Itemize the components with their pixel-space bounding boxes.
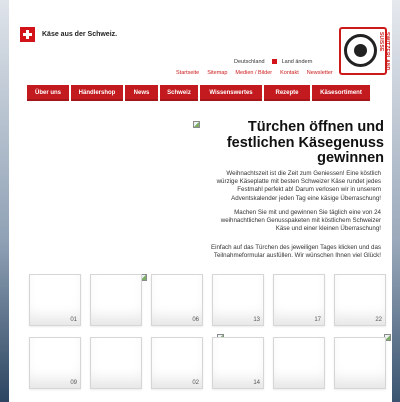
window-edge-left: [0, 0, 9, 402]
main-nav: [27, 85, 387, 101]
calendar-door[interactable]: [212, 274, 264, 326]
change-country-link[interactable]: Land ändern: [281, 59, 313, 65]
door-number: 14: [253, 380, 260, 386]
badge-text: SWITZERLAND SUISSE: [378, 32, 390, 71]
window-edge-right: [392, 0, 400, 402]
calendar-door[interactable]: [29, 274, 81, 326]
page: [9, 0, 392, 402]
calendar-door[interactable]: [273, 337, 325, 389]
image-placeholder-icon: [193, 121, 200, 128]
nav-item-rezepte[interactable]: Rezepte: [264, 85, 310, 101]
tagline: Käse aus der Schweiz.: [42, 31, 118, 38]
calendar-door[interactable]: [334, 274, 386, 326]
service-link-sitemap[interactable]: Sitemap: [207, 70, 228, 76]
door-number: 22: [375, 317, 382, 323]
instructions-paragraph: Machen Sie mit und gewinnen Sie täglich eine von 24 weihnachtlichen Genusspaketen mit köstlichem Schweizer Käse und einer kleinen Überraschung!: [220, 209, 381, 233]
door-number: 13: [253, 317, 260, 323]
closing-paragraph: Einfach auf das Türchen des jeweiligen Tages klicken und das Teilnahmeformular ausfüllen. Wir wünschen Ihnen viel Glück!: [210, 244, 381, 260]
badge-emblem-icon: [344, 34, 377, 67]
nav-item-haendlershop[interactable]: Händlershop: [71, 85, 123, 101]
nav-item-wissenswertes[interactable]: Wissenswertes: [200, 85, 262, 101]
door-number: 17: [314, 317, 321, 323]
door-number: 09: [70, 380, 77, 386]
intro-paragraph: Weihnachtszeit ist die Zeit zum Geniessen! Eine köstlich würzige Käseplatte mit besten Schweizer Käse rundet jedes Festmahl perfekt ab! Darum verlosen wir in unserem Adventskalender jeden Tag eine käsige Überraschung!: [216, 170, 381, 202]
calendar-door[interactable]: [90, 274, 142, 326]
calendar-door[interactable]: [151, 274, 203, 326]
service-link-startseite[interactable]: Startseite: [176, 70, 200, 76]
brand[interactable]: [20, 27, 117, 42]
nav-item-schweiz[interactable]: Schweiz: [160, 85, 198, 101]
swiss-flag-icon: [20, 27, 35, 42]
service-link-kontakt[interactable]: Kontakt: [280, 70, 299, 76]
door-number: 02: [192, 380, 199, 386]
calendar-door[interactable]: [151, 337, 203, 389]
service-link-newsletter[interactable]: Newsletter: [306, 70, 333, 76]
calendar-door[interactable]: [212, 337, 264, 389]
nav-item-kaesesortiment[interactable]: Käsesortiment: [312, 85, 370, 101]
language-selector: [234, 59, 312, 65]
door-number: 01: [70, 317, 77, 323]
page-headline: Türchen öffnen und festlichen Käsegenuss gewinnen: [226, 119, 384, 166]
switzerland-cheese-badge-logo[interactable]: [339, 27, 390, 75]
door-number: 06: [192, 317, 199, 323]
flag-mini-icon: [272, 59, 277, 64]
calendar-door[interactable]: [90, 337, 142, 389]
service-links: [176, 70, 333, 76]
nav-item-ueber-uns[interactable]: Über uns: [27, 85, 69, 101]
calendar-door[interactable]: [273, 274, 325, 326]
service-link-medien[interactable]: Medien / Bilder: [235, 70, 273, 76]
calendar-door[interactable]: [334, 337, 386, 389]
nav-item-news[interactable]: News: [125, 85, 158, 101]
current-country: Deutschland: [234, 59, 265, 65]
calendar-door[interactable]: [29, 337, 81, 389]
